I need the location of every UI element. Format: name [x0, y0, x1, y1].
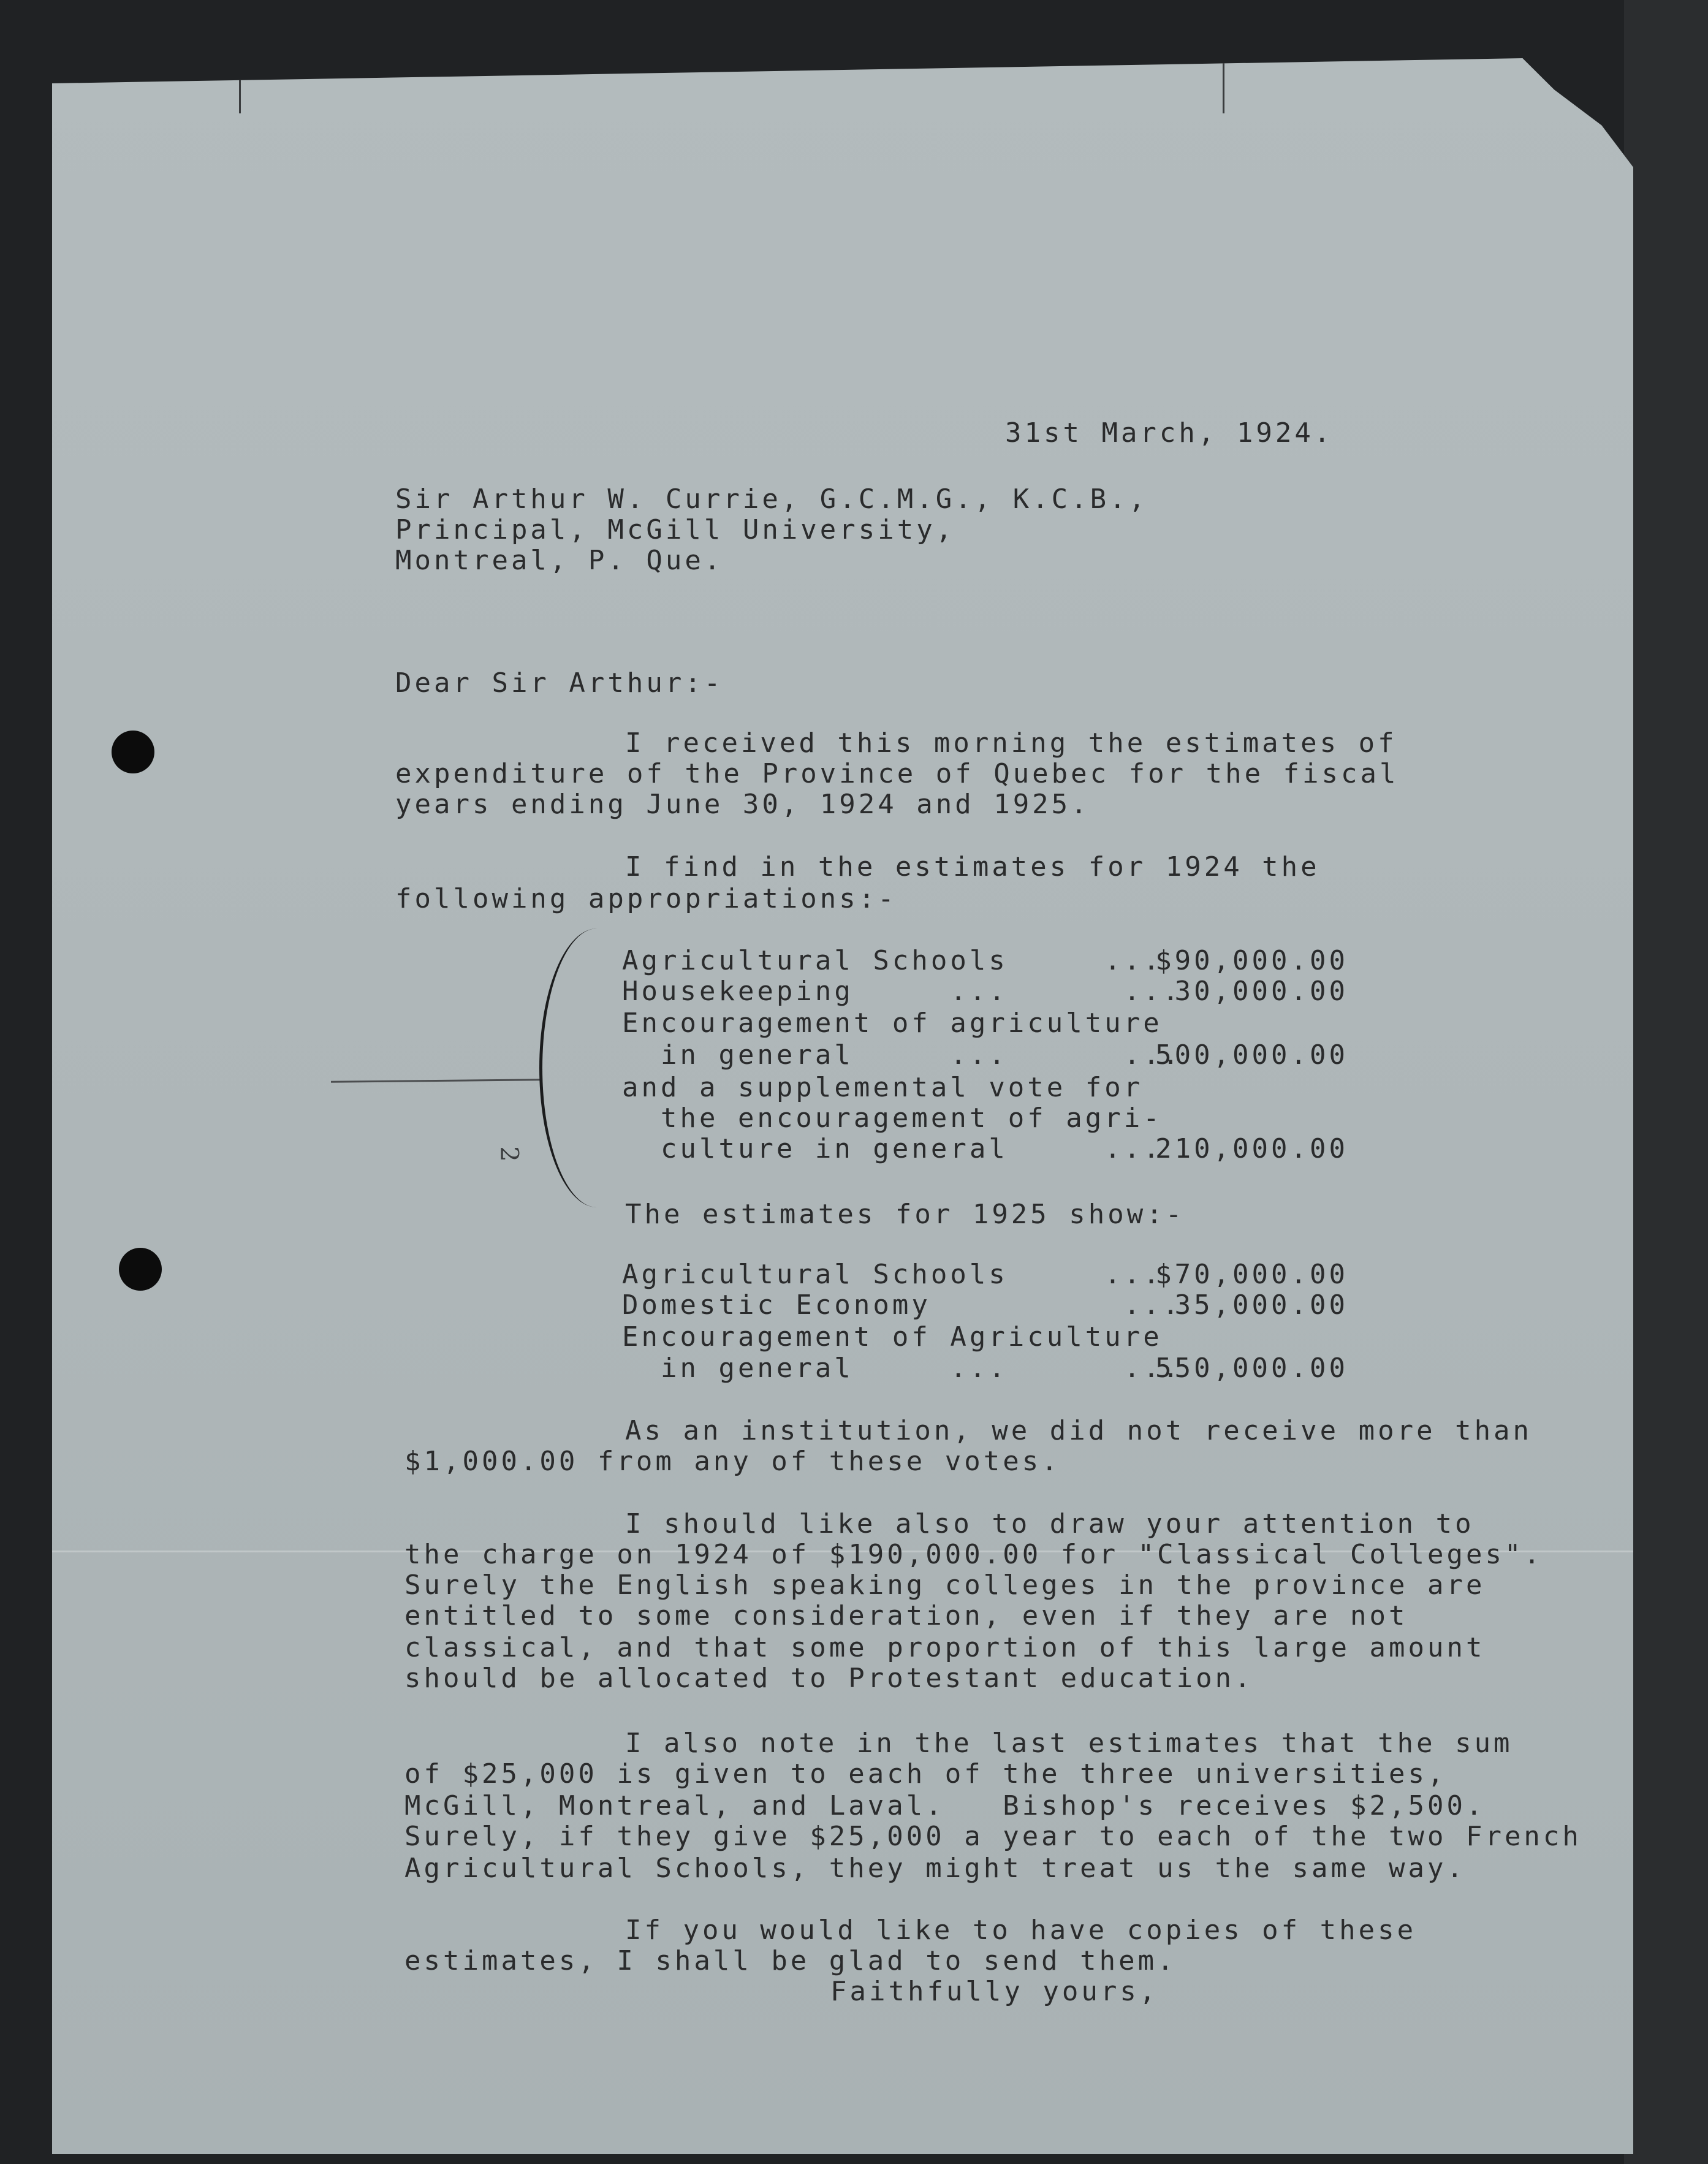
- table1-amount: 210,000.00: [1155, 1133, 1348, 1164]
- paragraph-line: of $25,000 is given to each of the three universities,: [404, 1758, 1447, 1790]
- salutation: Dear Sir Arthur:-: [395, 667, 724, 699]
- paragraph-line: estimates, I shall be glad to send them.: [404, 1945, 1177, 1976]
- paragraph-line: As an institution, we did not receive more than: [625, 1415, 1533, 1446]
- table1-label: the encouragement of agri-: [622, 1103, 1163, 1134]
- paragraph-line: classical, and that some proportion of this large amount: [404, 1632, 1486, 1663]
- table2-amount: 35,000.00: [1174, 1289, 1348, 1321]
- table1-amount: 30,000.00: [1174, 976, 1348, 1007]
- paragraph-line: should be allocated to Protestant education.: [404, 1663, 1254, 1694]
- paragraph-line: The estimates for 1925 show:-: [625, 1199, 1185, 1230]
- address-line: Principal, McGill University,: [395, 514, 955, 545]
- table2-label: Encouragement of Agriculture: [622, 1321, 1163, 1353]
- punch-hole: [112, 731, 154, 773]
- table1-label: in general ... ...: [622, 1039, 1182, 1071]
- table2-label: in general ... ...: [622, 1353, 1182, 1384]
- address-line: Montreal, P. Que.: [395, 545, 724, 576]
- background-edge: [1624, 0, 1708, 2164]
- paper-tear: [1223, 58, 1224, 113]
- address-line: Sir Arthur W. Currie, G.C.M.G., K.C.B.,: [395, 484, 1148, 515]
- table1-label: Housekeeping ... ...: [622, 976, 1182, 1007]
- table2-amount: 550,000.00: [1155, 1353, 1348, 1384]
- table1-label: Encouragement of agriculture: [622, 1008, 1163, 1039]
- paragraph-line: years ending June 30, 1924 and 1925.: [395, 789, 1090, 820]
- table1-amount: 500,000.00: [1155, 1039, 1348, 1071]
- table1-label: and a supplemental vote for: [622, 1072, 1144, 1103]
- table2-label: Domestic Economy ...: [622, 1289, 1182, 1321]
- paragraph-line: I should like also to draw your attention to: [625, 1508, 1475, 1539]
- paragraph-line: entitled to some consideration, even if they are not: [404, 1600, 1408, 1631]
- punch-hole: [119, 1248, 162, 1291]
- paragraph-line: Surely the English speaking colleges in the province are: [404, 1570, 1486, 1601]
- table2-amount: $70,000.00: [1155, 1259, 1348, 1290]
- paragraph-line: Surely, if they give $25,000 a year to each of the two French: [404, 1821, 1582, 1852]
- margin-mark: 2: [495, 1146, 523, 1162]
- paper-tear: [239, 58, 241, 113]
- table1-label: Agricultural Schools ...: [622, 945, 1163, 976]
- paragraph-line: If you would like to have copies of these: [625, 1915, 1417, 1946]
- paragraph-line: $1,000.00 from any of these votes.: [404, 1446, 1061, 1477]
- closing: Faithfully yours,: [830, 1976, 1159, 2007]
- paragraph-line: the charge on 1924 of $190,000.00 for "Classical Colleges".: [404, 1539, 1543, 1570]
- paragraph-line: expenditure of the Province of Quebec for the fiscal: [395, 758, 1399, 789]
- paragraph-line: I find in the estimates for 1924 the: [625, 851, 1320, 883]
- paragraph-line: following appropriations:-: [395, 883, 897, 914]
- table1-amount: $90,000.00: [1155, 945, 1348, 976]
- table1-label: culture in general ...: [622, 1133, 1163, 1164]
- paragraph-line: I received this morning the estimates of: [625, 727, 1397, 759]
- paragraph-line: Agricultural Schools, they might treat us the same way.: [404, 1853, 1466, 1884]
- letter-date: 31st March, 1924.: [1005, 417, 1334, 449]
- table2-label: Agricultural Schools ...: [622, 1259, 1163, 1290]
- paragraph-line: I also note in the last estimates that the sum: [625, 1728, 1513, 1759]
- paragraph-line: McGill, Montreal, and Laval. Bishop's receives $2,500.: [404, 1790, 1486, 1821]
